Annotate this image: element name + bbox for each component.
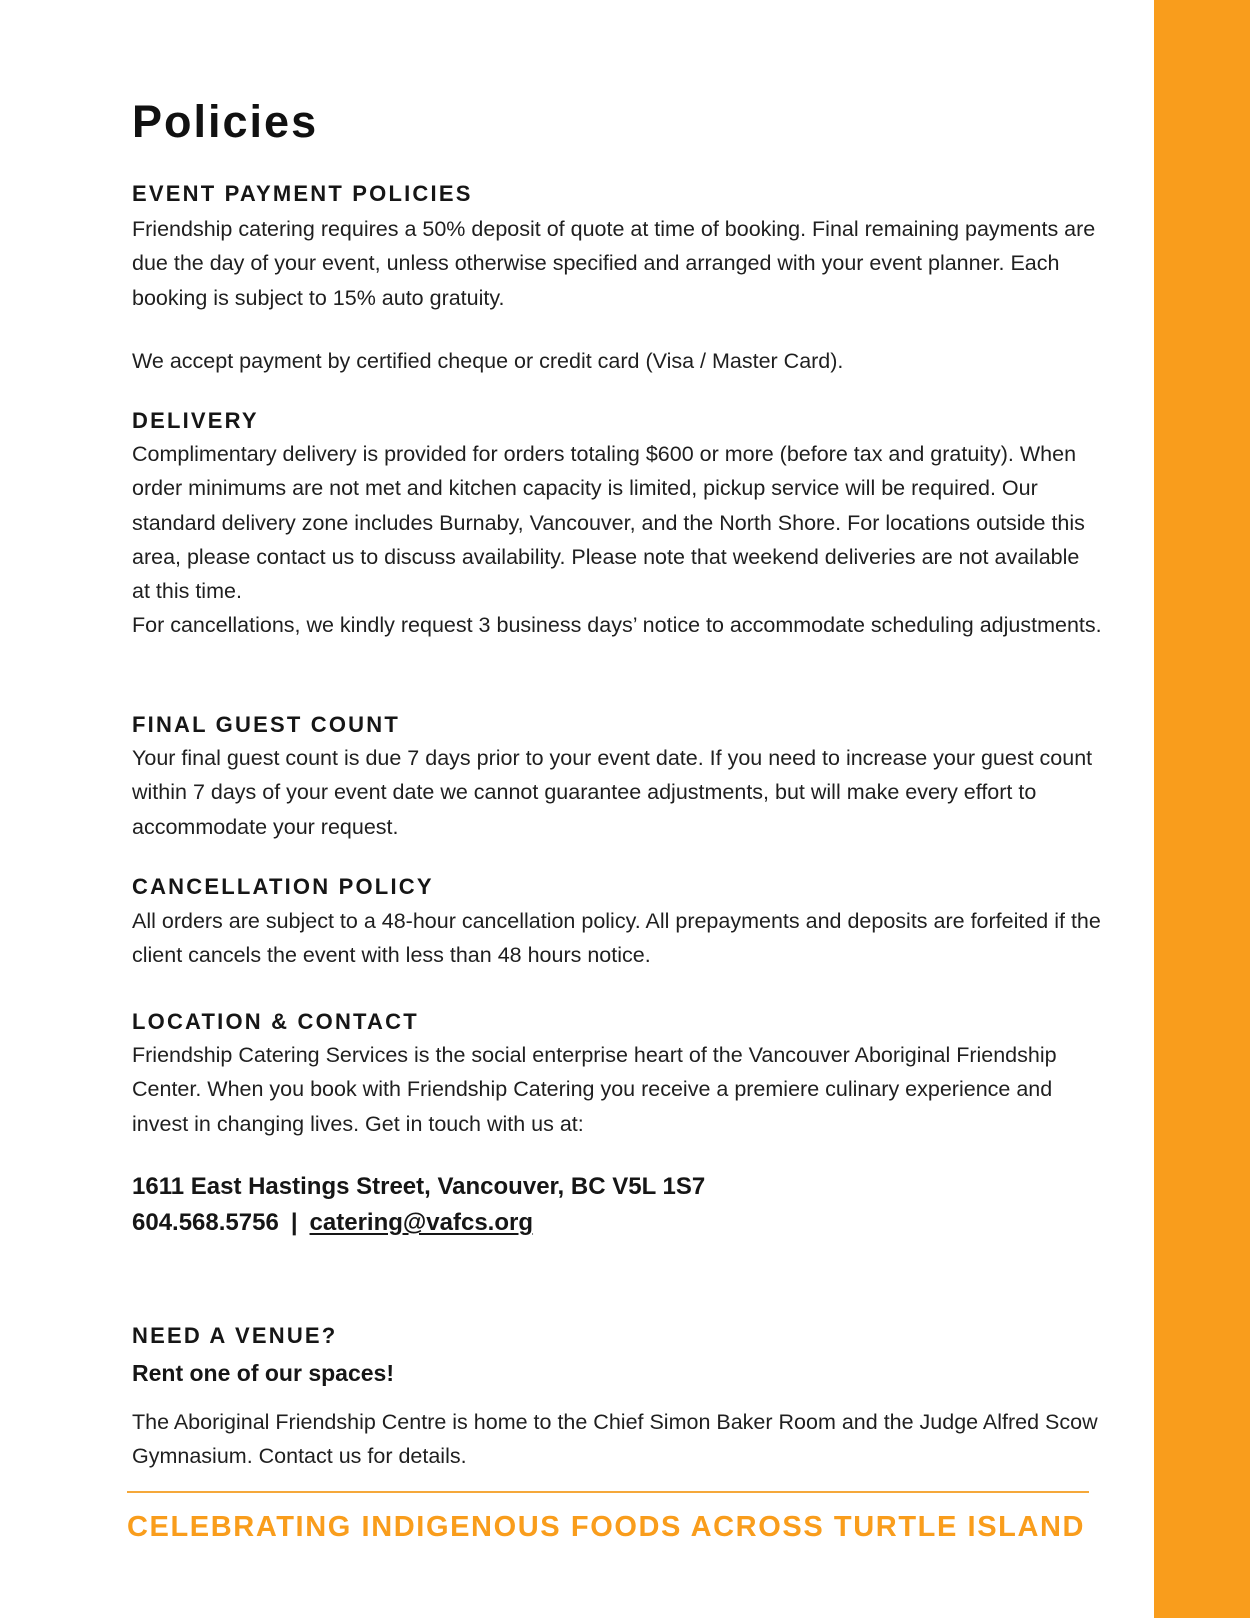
footer-tagline: CELEBRATING INDIGENOUS FOODS ACROSS TURTLE ISLAND: [127, 1511, 1086, 1543]
final-guest-count-body: Your final guest count is due 7 days prior to your event date. If you need to increase your guest count within 7 days of your event date we cannot guarantee adjustments, but will make every effort to accommodate your request.: [132, 746, 1093, 839]
contact-address: 1611 East Hastings Street, Vancouver, BC V5L 1S7: [132, 1173, 706, 1200]
orange-side-bar: [1154, 0, 1250, 1618]
cancellation-policy-heading: CANCELLATION POLICY: [132, 874, 434, 899]
final-guest-count-heading: FINAL GUEST COUNT: [132, 712, 400, 737]
contact-phone-email-line: [132, 1205, 533, 1241]
delivery-heading: DELIVERY: [132, 408, 259, 433]
cancellation-policy-body: All orders are subject to a 48-hour cancellation policy. All prepayments and deposits are forfeited if the client cancels the event with less than 48 hours notice.: [132, 909, 1101, 968]
location-contact-body: Friendship Catering Services is the social enterprise heart of the Vancouver Aboriginal Friendship Center. When you book with Friendship Catering you receive a premiere culinary experience and invest in changing lives. Get in touch with us at:: [132, 1043, 1057, 1136]
venue-heading: NEED A VENUE?: [132, 1323, 338, 1348]
delivery-cancellation-note: For cancellations, we kindly request 3 business days’ notice to accommodate scheduling adjustments.: [132, 613, 1102, 638]
venue-body: The Aboriginal Friendship Centre is home to the Chief Simon Baker Room and the Judge Alfred Scow Gymnasium. Contact us for details.: [132, 1410, 1098, 1469]
page-title: Policies: [132, 96, 319, 147]
delivery-body: [132, 437, 1102, 643]
delivery-body-text: Complimentary delivery is provided for orders totaling $600 or more (before tax and gratuity). When order minimums are not met and kitchen capacity is limited, pickup service will be required. Our standard delivery zone includes Burnaby, Vancouver, and the North Shore. For locations outside this area, please contact us to discuss availability. Please note that weekend deliveries are not available at this time.: [132, 442, 1085, 604]
footer-divider: [127, 1491, 1089, 1493]
event-payment-heading: EVENT PAYMENT POLICIES: [132, 181, 473, 206]
venue-subheading: Rent one of our spaces!: [132, 1360, 394, 1386]
contact-phone: 604.568.5756: [132, 1209, 279, 1236]
location-contact-heading: LOCATION & CONTACT: [132, 1009, 419, 1034]
event-payment-body: Friendship catering requires a 50% deposit of quote at time of booking. Final remaining payments are due the day of your event, unless otherwise specified and arranged with your event planner. Each booking is subject to 15% auto gratuity.: [132, 217, 1096, 310]
contact-separator: |: [290, 1209, 298, 1236]
payment-methods-text: We accept payment by certified cheque or credit card (Visa / Master Card).: [132, 349, 844, 373]
contact-email-link[interactable]: catering@vafcs.org: [309, 1209, 534, 1236]
